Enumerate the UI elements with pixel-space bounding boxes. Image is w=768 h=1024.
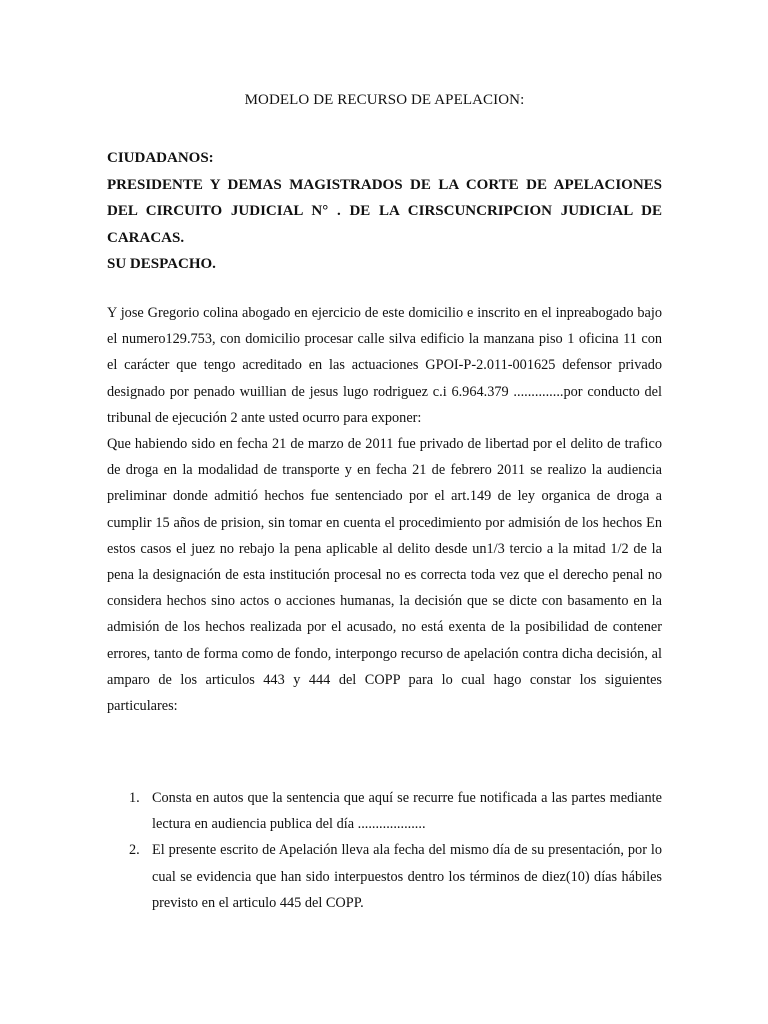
address-line-caracas: CARACAS. xyxy=(107,229,185,246)
list-item-number: 2. xyxy=(129,842,140,859)
list-item-text: El presente escrito de Apelación lleva ala fecha del mismo día de su presentación, por lo cual se evidencia que han sido interpuestos dentro los términos de diez(10) días hábiles previsto en el articulo 445 del COPP. xyxy=(152,842,662,911)
list-item xyxy=(107,837,662,916)
address-line-ciudadanos: CIUDADANOS: xyxy=(107,150,214,166)
address-block xyxy=(107,145,662,278)
particulars-list xyxy=(107,785,662,916)
body-text xyxy=(107,300,662,719)
paragraph-facts: Que habiendo sido en fecha 21 de marzo de 2011 fue privado de libertad por el delito de trafico de droga en la modalidad de transporte y en fecha 21 de febrero 2011 se realizo la audiencia preliminar donde admitió hechos fue sentenciado por el art.149 de ley organica de droga a cumplir 15 años de prision, sin tomar en cuenta el procedimiento por admisión de los hechos En estos casos el juez no rebajo la pena aplicable al delito desde un1/3 tercio a la mitad 1/2 de la pena la designación de esta institución procesal no es correcta toda vez que el derecho penal no considera hechos sino actos o acciones humanas, la decisión que se dicte con basamento en la admisión de los hechos realizada por el acusado, no está exenta de la posibilidad de contener errores, tanto de forma como de fondo, interpongo recurso de apelación contra dicha decisión, al amparo de los articulos 443 y 444 del COPP para lo cual hago constar los siguientes particulares: xyxy=(107,436,662,715)
list-item-text: Consta en autos que la sentencia que aquí se recurre fue notificada a las partes mediante lectura en audiencia publica del día ................... xyxy=(152,790,662,833)
address-line-circuito: DEL CIRCUITO JUDICIAL N° . DE LA CIRSCUNCRIPCION JUDICIAL DE xyxy=(107,203,662,219)
list-item xyxy=(107,785,662,837)
list-item-number: 1. xyxy=(129,790,140,806)
paragraph-introduction: Y jose Gregorio colina abogado en ejercicio de este domicilio e inscrito en el inpreabogado bajo el numero129.753, con domicilio procesar calle silva edificio la manzana piso 1 oficina 11 con el carácter que tengo acreditado en las actuaciones GPOI-P-2.011-001625 defensor privado designado por penado wuillian de jesus lugo rodriguez c.i 6.964.379 ..............por conducto del tribunal de ejecución 2 ante usted ocurro para exponer: xyxy=(107,305,662,426)
document-title: MODELO DE RECURSO DE APELACION: xyxy=(244,92,525,108)
address-line-presidente: PRESIDENTE Y DEMAS MAGISTRADOS DE LA CORTE DE APELACIONES xyxy=(107,176,662,193)
address-line-despacho: SU DESPACHO. xyxy=(107,256,216,272)
